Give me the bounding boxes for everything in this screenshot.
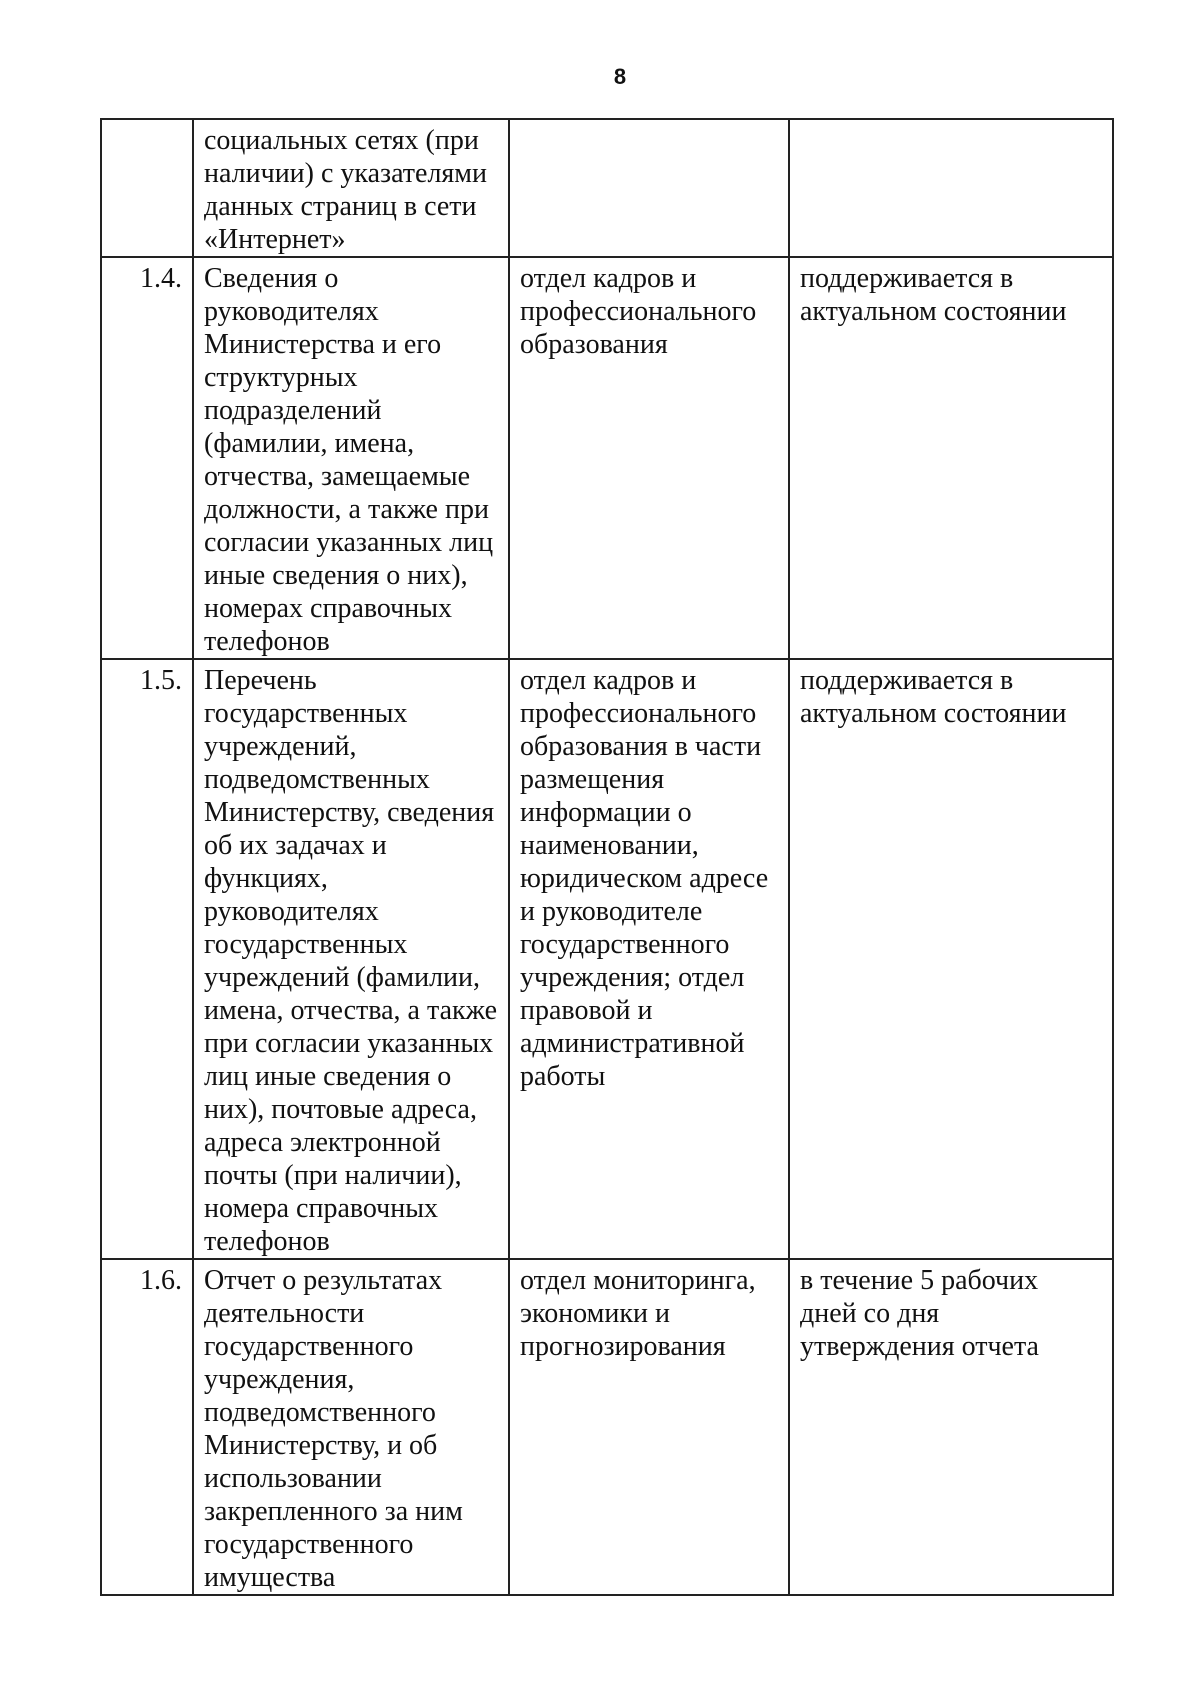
item-name-cell bbox=[193, 119, 509, 257]
item-name: социальных сетях (при наличии) с указателями данных страниц в сети «Интернет» bbox=[204, 125, 488, 255]
item-name-cell bbox=[193, 659, 509, 1259]
term-cell bbox=[789, 119, 1113, 257]
page-number: 8 bbox=[613, 64, 627, 89]
update-term: поддерживается в актуальном состоянии bbox=[800, 263, 1067, 327]
term-cell bbox=[789, 659, 1113, 1259]
table-row bbox=[101, 659, 1113, 1259]
responsible-unit: отдел кадров и профессионального образования в части размещения информации о наименовании, юридическом адресе и руководителе государственного учреждения; отдел правовой и административной работы bbox=[520, 665, 769, 1092]
row-number-cell bbox=[101, 257, 193, 659]
responsible-cell bbox=[509, 257, 789, 659]
item-name-cell bbox=[193, 257, 509, 659]
update-term: в течение 5 рабочих дней со дня утверждения отчета bbox=[800, 1265, 1039, 1362]
item-name: Перечень государственных учреждений, подведомственных Министерству, сведения об их задачах и функциях, руководителях государственных учреждений (фамилии, имена, отчества, а также при согласии указанных лиц иные сведения о них), почтовые адреса, адреса электронной почты (при наличии), номера справочных телефонов bbox=[204, 665, 498, 1257]
table-row bbox=[101, 119, 1113, 257]
update-term: поддерживается в актуальном состоянии bbox=[800, 665, 1067, 729]
row-number: 1.4. bbox=[140, 263, 182, 294]
term-cell bbox=[789, 1259, 1113, 1595]
row-number: 1.6. bbox=[140, 1265, 182, 1296]
document-table bbox=[100, 118, 1114, 1596]
responsible-cell bbox=[509, 659, 789, 1259]
item-name-cell bbox=[193, 1259, 509, 1595]
row-number-cell bbox=[101, 119, 193, 257]
item-name: Сведения о руководителях Министерства и его структурных подразделений (фамилии, имена, отчества, замещаемые должности, а также при согласии указанных лиц иные сведения о них), номерах справочных телефонов bbox=[204, 263, 494, 657]
responsible-unit: отдел мониторинга, экономики и прогнозирования bbox=[520, 1265, 756, 1362]
item-name: Отчет о результатах деятельности государственного учреждения, подведомственного Министерству, и об использовании закрепленного за ним государственного имущества bbox=[204, 1265, 463, 1593]
responsible-cell bbox=[509, 1259, 789, 1595]
table-row bbox=[101, 257, 1113, 659]
table-row bbox=[101, 1259, 1113, 1595]
row-number-cell bbox=[101, 1259, 193, 1595]
row-number: 1.5. bbox=[140, 665, 182, 696]
term-cell bbox=[789, 257, 1113, 659]
responsible-unit: отдел кадров и профессионального образования bbox=[520, 263, 757, 360]
responsible-cell bbox=[509, 119, 789, 257]
row-number-cell bbox=[101, 659, 193, 1259]
